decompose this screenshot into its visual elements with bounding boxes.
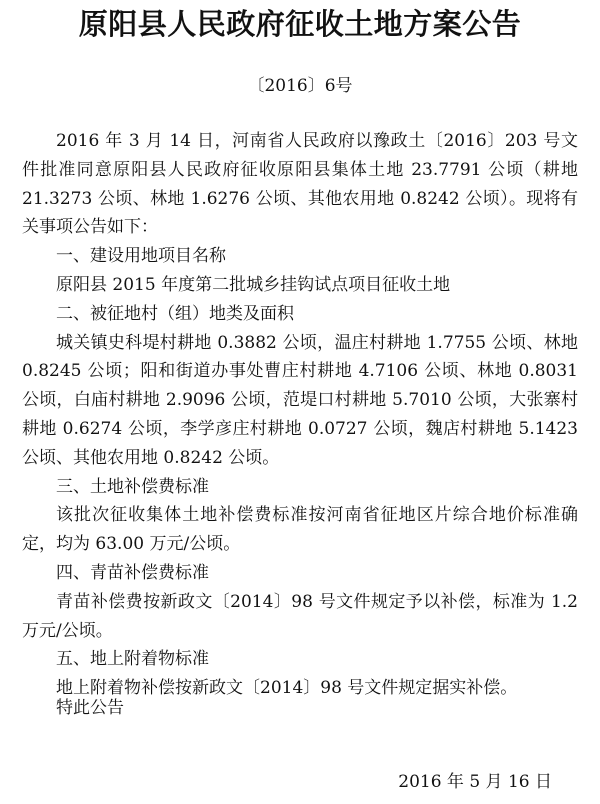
page-title: 原阳县人民政府征收土地方案公告	[78, 7, 522, 41]
document-number: 〔2016〕6号	[247, 76, 353, 96]
section-heading-land-compensation: 三、土地补偿费标准	[56, 476, 209, 497]
announcement-date: 2016 年 5 月 16 日	[398, 772, 552, 792]
land-area-paragraph: 城关镇史科堤村耕地 0.3882 公顷，温庄村耕地 1.7755 公顷、林地 0.8245 公顷；阳和街道办事处曹庄村耕地 4.7106 公顷、林地 0.8031 公顷，白庙村耕地 2.9096 公顷，范堤口村耕地 5.7010 公顷，大张寨村耕地 0.6274 公顷，李学彦庄村耕地 0.0727 公顷，魏店村耕地 5.1423 公顷、其他农用地 0.8242 公顷。	[22, 332, 578, 468]
section-heading-crop-compensation: 四、青苗补偿费标准	[56, 562, 209, 583]
closing-text: 特此公告	[56, 698, 124, 718]
section-heading-land-area: 二、被征地村（组）地类及面积	[56, 303, 294, 324]
project-name-paragraph: 原阳县 2015 年度第二批城乡挂钩试点项目征收土地	[56, 274, 451, 295]
crop-compensation-paragraph: 青苗补偿费按新政文〔2014〕98 号文件规定予以补偿，标准为 1.2 万元/公顷。	[22, 591, 578, 641]
intro-paragraph: 2016 年 3 月 14 日，河南省人民政府以豫政土〔2016〕203 号文件批准同意原阳县人民政府征收原阳县集体土地 23.7791 公顷（耕地 21.3273 公顷、林地 1.6276 公顷、其他农用地 0.8242 公顷）。现将有关事项公告如下：	[22, 131, 578, 238]
land-compensation-paragraph: 该批次征收集体土地补偿费标准按河南省征地区片综合地价标准确定，均为 63.00 万元/公顷。	[22, 505, 578, 555]
attachment-compensation-paragraph: 地上附着物补偿按新政文〔2014〕98 号文件规定据实补偿。	[56, 678, 518, 699]
section-heading-attachment-compensation: 五、地上附着物标准	[56, 649, 209, 670]
section-heading-project-name: 一、建设用地项目名称	[56, 246, 226, 267]
announcement-body	[22, 127, 578, 703]
